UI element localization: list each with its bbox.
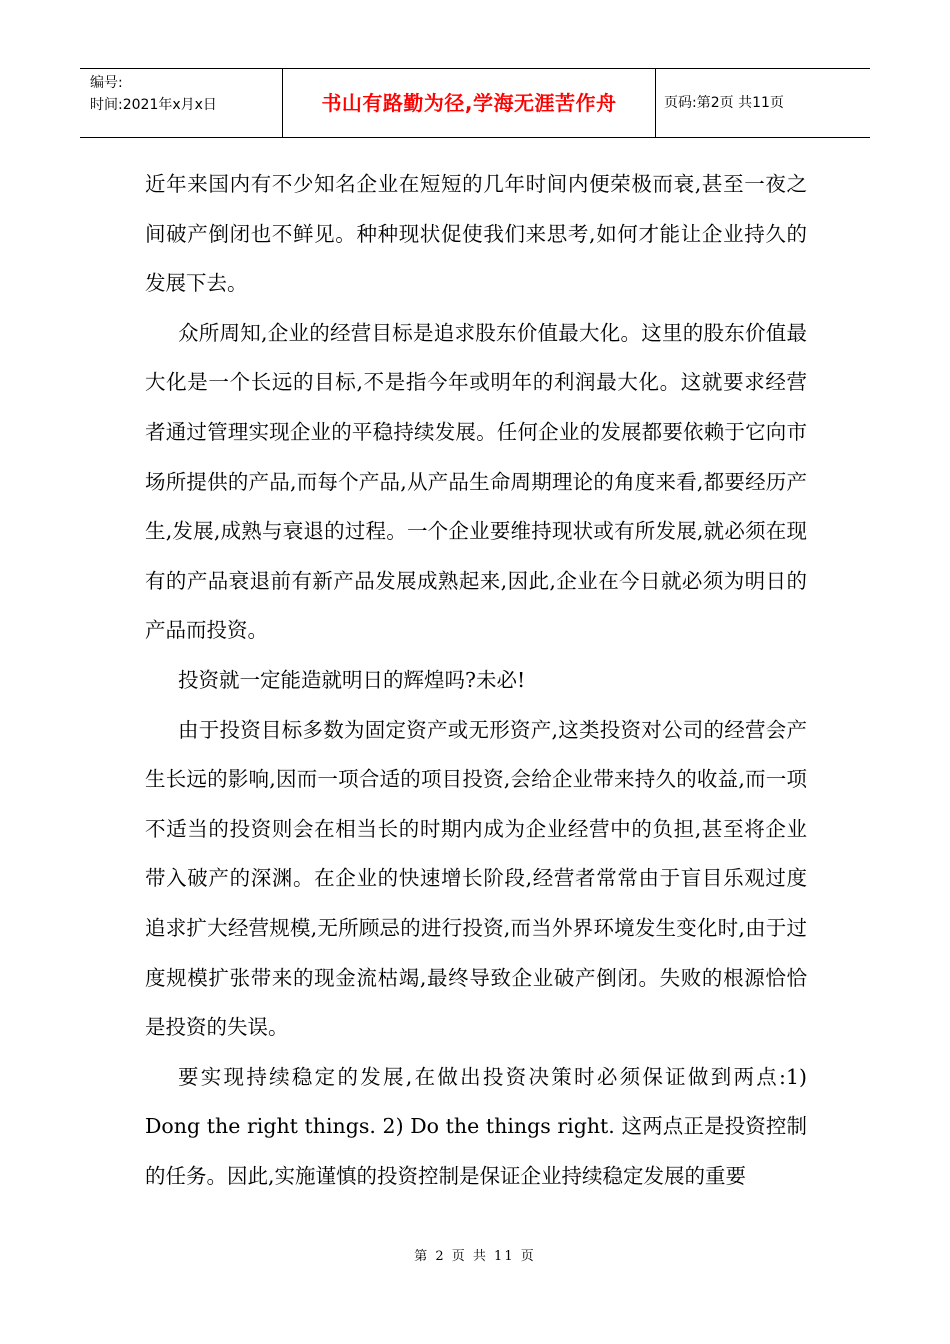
header-page-info: 页码:第2页 共11页 <box>664 95 784 111</box>
page-header <box>80 68 870 138</box>
paragraph-4: 由于投资目标多数为固定资产或无形资产,这类投资对公司的经营会产生长远的影响,因而一项合适的项目投资,会给企业带来持久的收益,而一项不适当的投资则会在相当长的时期内成为企业经营中的负担,甚至将企业带入破产的深渊。在企业的快速增长阶段,经营者常常由于盲目乐观过度追求扩大经营规模,无所顾忌的进行投资,而当外界环境发生变化时,由于过度规模扩张带来的现金流枯竭,最终导致企业破产倒闭。失败的根源恰恰是投资的失误。 <box>145 717 807 1040</box>
header-motto: 书山有路勤为径,学海无涯苦作舟 <box>283 69 656 137</box>
page-footer: 第 2 页 共 11 页 <box>414 1249 536 1264</box>
paragraph-3: 投资就一定能造就明日的辉煌吗?未必! <box>178 667 526 692</box>
header-meta-cell <box>80 69 283 137</box>
paragraph-2: 众所周知,企业的经营目标是追求股东价值最大化。这里的股东价值最大化是一个长远的目标,不是指今年或明年的利润最大化。这就要求经营者通过管理实现企业的平稳持续发展。任何企业的发展都要依赖于它向市场所提供的产品,而每个产品,从产品生命周期理论的角度来看,都要经历产生,发展,成熟与衰退的过程。一个企业要维持现状或有所发展,就必须在现有的产品衰退前有新产品发展成熟起来,因此,企业在今日就必须为明日的产品而投资。 <box>145 320 807 643</box>
document-body <box>145 160 807 1201</box>
paragraph-5: 要实现持续稳定的发展,在做出投资决策时必须保证做到两点:1) Dong the right things. 2) Do the things right. 这两点正是投资控制的任务。因此,实施谨慎的投资控制是保证企业持续稳定发展的重要 <box>145 1064 807 1188</box>
paragraph-1: 近年来国内有不少知名企业在短短的几年时间内便荣极而衰,甚至一夜之间破产倒闭也不鲜见。种种现状促使我们来思考,如何才能让企业持久的发展下去。 <box>145 172 807 296</box>
document-number-label: 编号: <box>90 75 123 91</box>
document-date-label: 时间:2021年x月x日 <box>90 97 217 113</box>
